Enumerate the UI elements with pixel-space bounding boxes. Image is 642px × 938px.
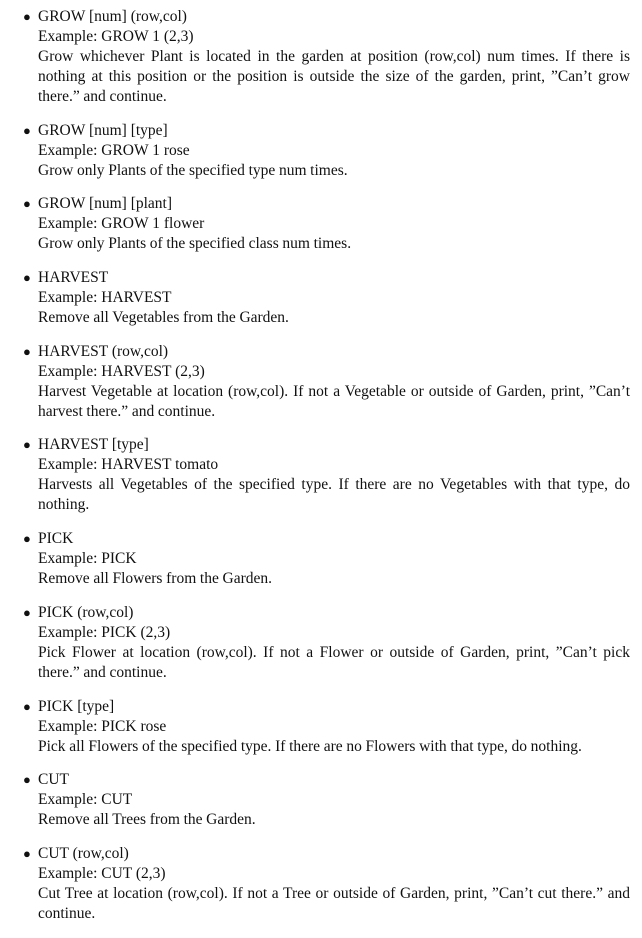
command-syntax: HARVEST (row,col) [38, 342, 169, 360]
command-item-harvest-position [0, 342, 642, 422]
command-list [0, 7, 642, 938]
command-description: Remove all Vegetables from the Garden. [38, 309, 289, 327]
bullet-icon: ● [23, 604, 31, 620]
command-example: Example: HARVEST (2,3) [38, 362, 205, 380]
command-description: Remove all Trees from the Garden. [38, 811, 256, 829]
bullet-icon: ● [23, 122, 31, 138]
command-item-grow-type [0, 121, 642, 181]
command-syntax: PICK (row,col) [38, 603, 134, 621]
command-item-grow-plant [0, 194, 642, 254]
command-syntax: GROW [num] [plant] [38, 195, 173, 213]
command-item-grow-position [0, 7, 642, 107]
command-example: Example: GROW 1 (2,3) [38, 28, 194, 45]
command-syntax: GROW [num] (row,col) [38, 8, 187, 25]
command-item-cut [0, 770, 642, 830]
command-syntax: PICK [38, 530, 74, 548]
command-item-harvest-type [0, 435, 642, 515]
command-example: Example: HARVEST tomato [38, 456, 219, 474]
command-syntax: PICK [type] [38, 697, 115, 715]
command-syntax: CUT (row,col) [38, 844, 129, 862]
command-syntax: HARVEST [38, 269, 109, 287]
command-syntax: CUT [38, 771, 69, 789]
bullet-icon: ● [23, 437, 31, 453]
bullet-icon: ● [23, 698, 31, 714]
command-item-pick [0, 529, 642, 589]
bullet-icon: ● [23, 9, 31, 24]
command-syntax: GROW [num] [type] [38, 121, 168, 139]
command-description: Grow only Plants of the specified type num times. [38, 161, 348, 179]
bullet-icon: ● [23, 531, 31, 547]
command-description: Pick all Flowers of the specified type. If there are no Flowers with that type, do nothing. [38, 737, 582, 755]
command-example: Example: PICK rose [38, 717, 167, 735]
command-description: Pick Flower at location (row,col). If not a Flower or outside of Garden, print, ”Can’t pick there.” and continue. [38, 643, 630, 681]
bullet-icon: ● [23, 270, 31, 286]
command-example: Example: HARVEST [38, 289, 172, 307]
command-description: Grow whichever Plant is located in the garden at position (row,col) num times. If there is nothing at this position or the position is outside the size of the garden, print, ”Can’t grow there.” and continue. [38, 48, 630, 105]
command-example: Example: GROW 1 rose [38, 141, 190, 159]
command-description: Grow only Plants of the specified class num times. [38, 235, 352, 253]
command-description: Remove all Flowers from the Garden. [38, 570, 273, 588]
command-item-harvest [0, 268, 642, 328]
bullet-icon: ● [23, 772, 31, 788]
command-example: Example: CUT (2,3) [38, 864, 166, 882]
command-item-pick-type [0, 697, 642, 757]
command-example: Example: PICK (2,3) [38, 623, 171, 641]
command-description: Harvest Vegetable at location (row,col). If not a Vegetable or outside of Garden, print, ”Can’t harvest there.” and continue. [38, 382, 630, 420]
command-item-cut-position [0, 844, 642, 924]
command-syntax: HARVEST [type] [38, 436, 149, 454]
bullet-icon: ● [23, 343, 31, 359]
command-item-pick-position [0, 603, 642, 683]
command-example: Example: PICK [38, 550, 137, 568]
command-description: Harvests all Vegetables of the specified type. If there are no Vegetables with that type, do nothing. [38, 476, 630, 514]
command-example: Example: CUT [38, 791, 133, 809]
command-example: Example: GROW 1 flower [38, 215, 205, 233]
bullet-icon: ● [23, 196, 31, 212]
bullet-icon: ● [23, 845, 31, 861]
command-description: Cut Tree at location (row,col). If not a Tree or outside of Garden, print, ”Can’t cut there.” and continue. [38, 884, 630, 922]
